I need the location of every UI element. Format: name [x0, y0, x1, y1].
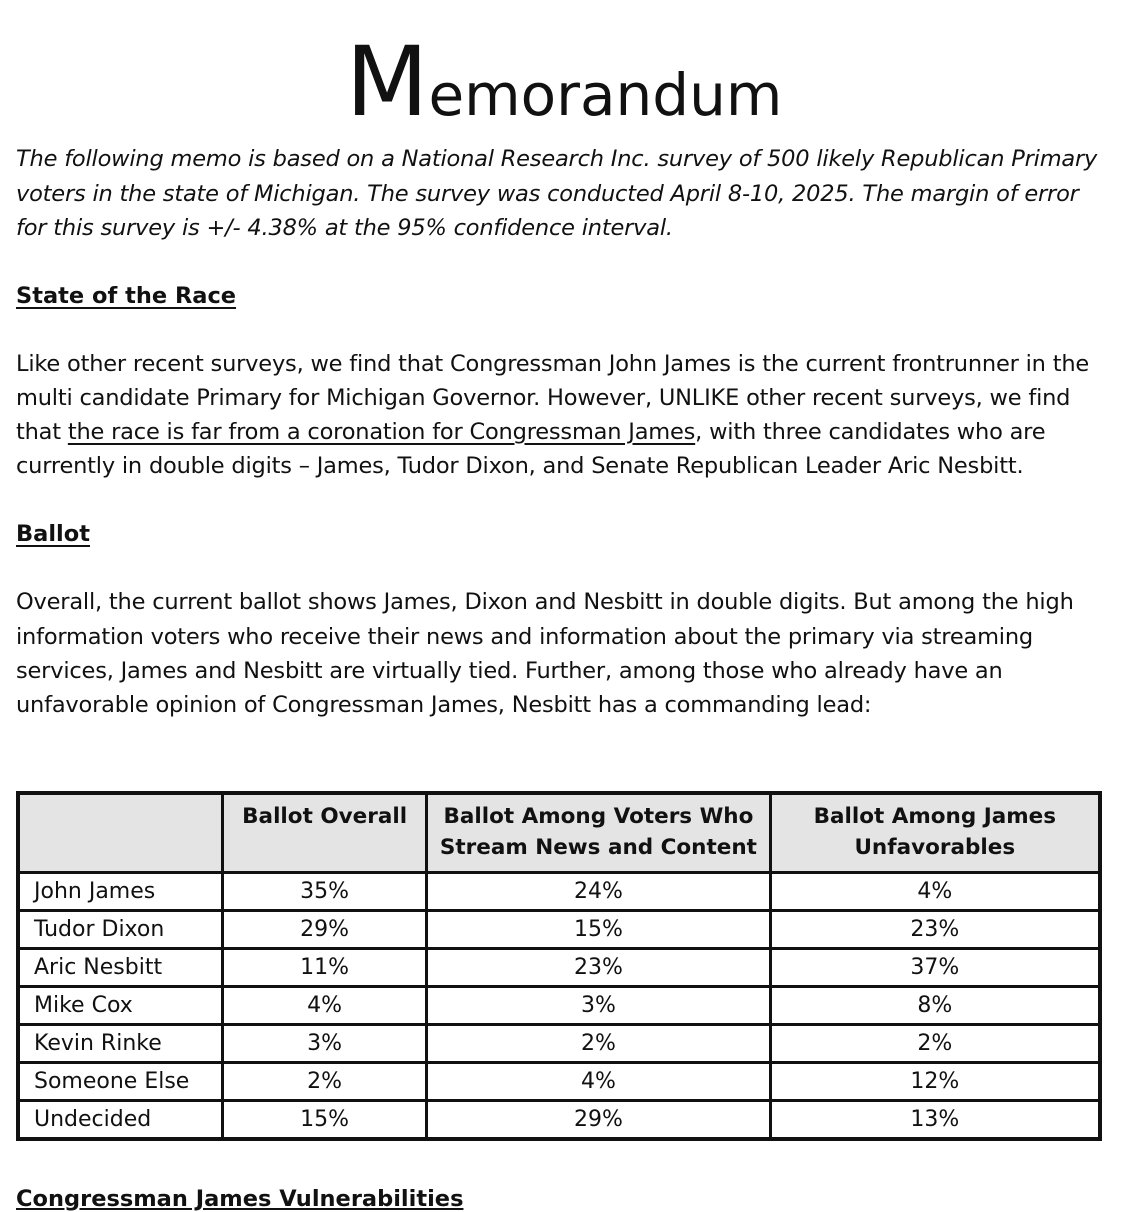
- section-heading-state-of-race: State of the Race: [16, 282, 237, 309]
- table-row: [18, 1063, 1100, 1101]
- overall-value: 2%: [223, 1063, 427, 1101]
- stream-value: 23%: [427, 949, 770, 987]
- header-blank: [18, 793, 223, 873]
- overall-value: 29%: [223, 911, 427, 949]
- candidate-name: Tudor Dixon: [18, 911, 223, 949]
- overall-value: 35%: [223, 873, 427, 911]
- ballot-table: [16, 791, 1102, 1141]
- next-section-heading: Congressman James Vulnerabilities: [16, 1186, 464, 1212]
- table-row: [18, 949, 1100, 987]
- overall-value: 11%: [223, 949, 427, 987]
- unfav-value: 12%: [770, 1063, 1100, 1101]
- memo-page: [16, 0, 1112, 1132]
- state-of-race-text-2: , with three candidates who are currently in double digits – James, Tudor Dixon, and Senate Republican Leader Aric Nesbitt.: [16, 418, 1046, 480]
- title-rest: emorandum: [428, 61, 783, 129]
- memo-title: [16, 0, 1112, 138]
- stream-value: 4%: [427, 1063, 770, 1101]
- overall-value: 3%: [223, 1025, 427, 1063]
- table-row: [18, 873, 1100, 911]
- unfav-value: 37%: [770, 949, 1100, 987]
- header-ballot-overall: Ballot Overall: [223, 793, 427, 873]
- unfav-value: 2%: [770, 1025, 1100, 1063]
- table-row: [18, 1025, 1100, 1063]
- ballot-paragraph: Overall, the current ballot shows James, Dixon and Nesbitt in double digits. But among the high information voters who receive their news and information about the primary via streaming services, James and Nesbitt are virtually tied. Further, among those who already have an unfavorable opinion of Congressman James, Nesbitt has a commanding lead:: [16, 589, 1074, 718]
- overall-value: 4%: [223, 987, 427, 1025]
- stream-value: 29%: [427, 1101, 770, 1140]
- candidate-name: Undecided: [18, 1101, 223, 1140]
- unfav-value: 23%: [770, 911, 1100, 949]
- section-heading-ballot: Ballot: [16, 521, 90, 548]
- unfav-value: 4%: [770, 873, 1100, 911]
- candidate-name: John James: [18, 873, 223, 911]
- unfav-value: 13%: [770, 1101, 1100, 1140]
- header-ballot-stream: Ballot Among Voters Who Stream News and Content: [427, 793, 770, 873]
- stream-value: 15%: [427, 911, 770, 949]
- stream-value: 2%: [427, 1025, 770, 1063]
- candidate-name: Kevin Rinke: [18, 1025, 223, 1063]
- state-of-race-text-1: Like other recent surveys, we find that Congressman John James is the current frontrunner in the multi candidate Primary for Michigan Governor. However, UNLIKE other recent surveys, we find that: [16, 350, 1090, 445]
- candidate-name: Aric Nesbitt: [18, 949, 223, 987]
- table-header-row: [18, 793, 1100, 873]
- overall-value: 15%: [223, 1101, 427, 1140]
- unfav-value: 8%: [770, 987, 1100, 1025]
- candidate-name: Mike Cox: [18, 987, 223, 1025]
- title-first-letter: M: [345, 26, 429, 138]
- table-row: [18, 987, 1100, 1025]
- state-of-race-paragraph: [16, 347, 1112, 484]
- table-row: [18, 911, 1100, 949]
- table-row: [18, 1101, 1100, 1140]
- header-ballot-unfavorables: Ballot Among James Unfavorables: [770, 793, 1100, 873]
- stream-value: 24%: [427, 873, 770, 911]
- stream-value: 3%: [427, 987, 770, 1025]
- state-of-race-underlined: the race is far from a coronation for Congressman James: [67, 418, 696, 445]
- candidate-name: Someone Else: [18, 1063, 223, 1101]
- intro-paragraph: The following memo is based on a National Research Inc. survey of 500 likely Republican Primary voters in the state of Michigan. The survey was conducted April 8-10, 2025. The margin of error for this survey is +/- 4.38% at the 95% confidence interval.: [16, 146, 1098, 241]
